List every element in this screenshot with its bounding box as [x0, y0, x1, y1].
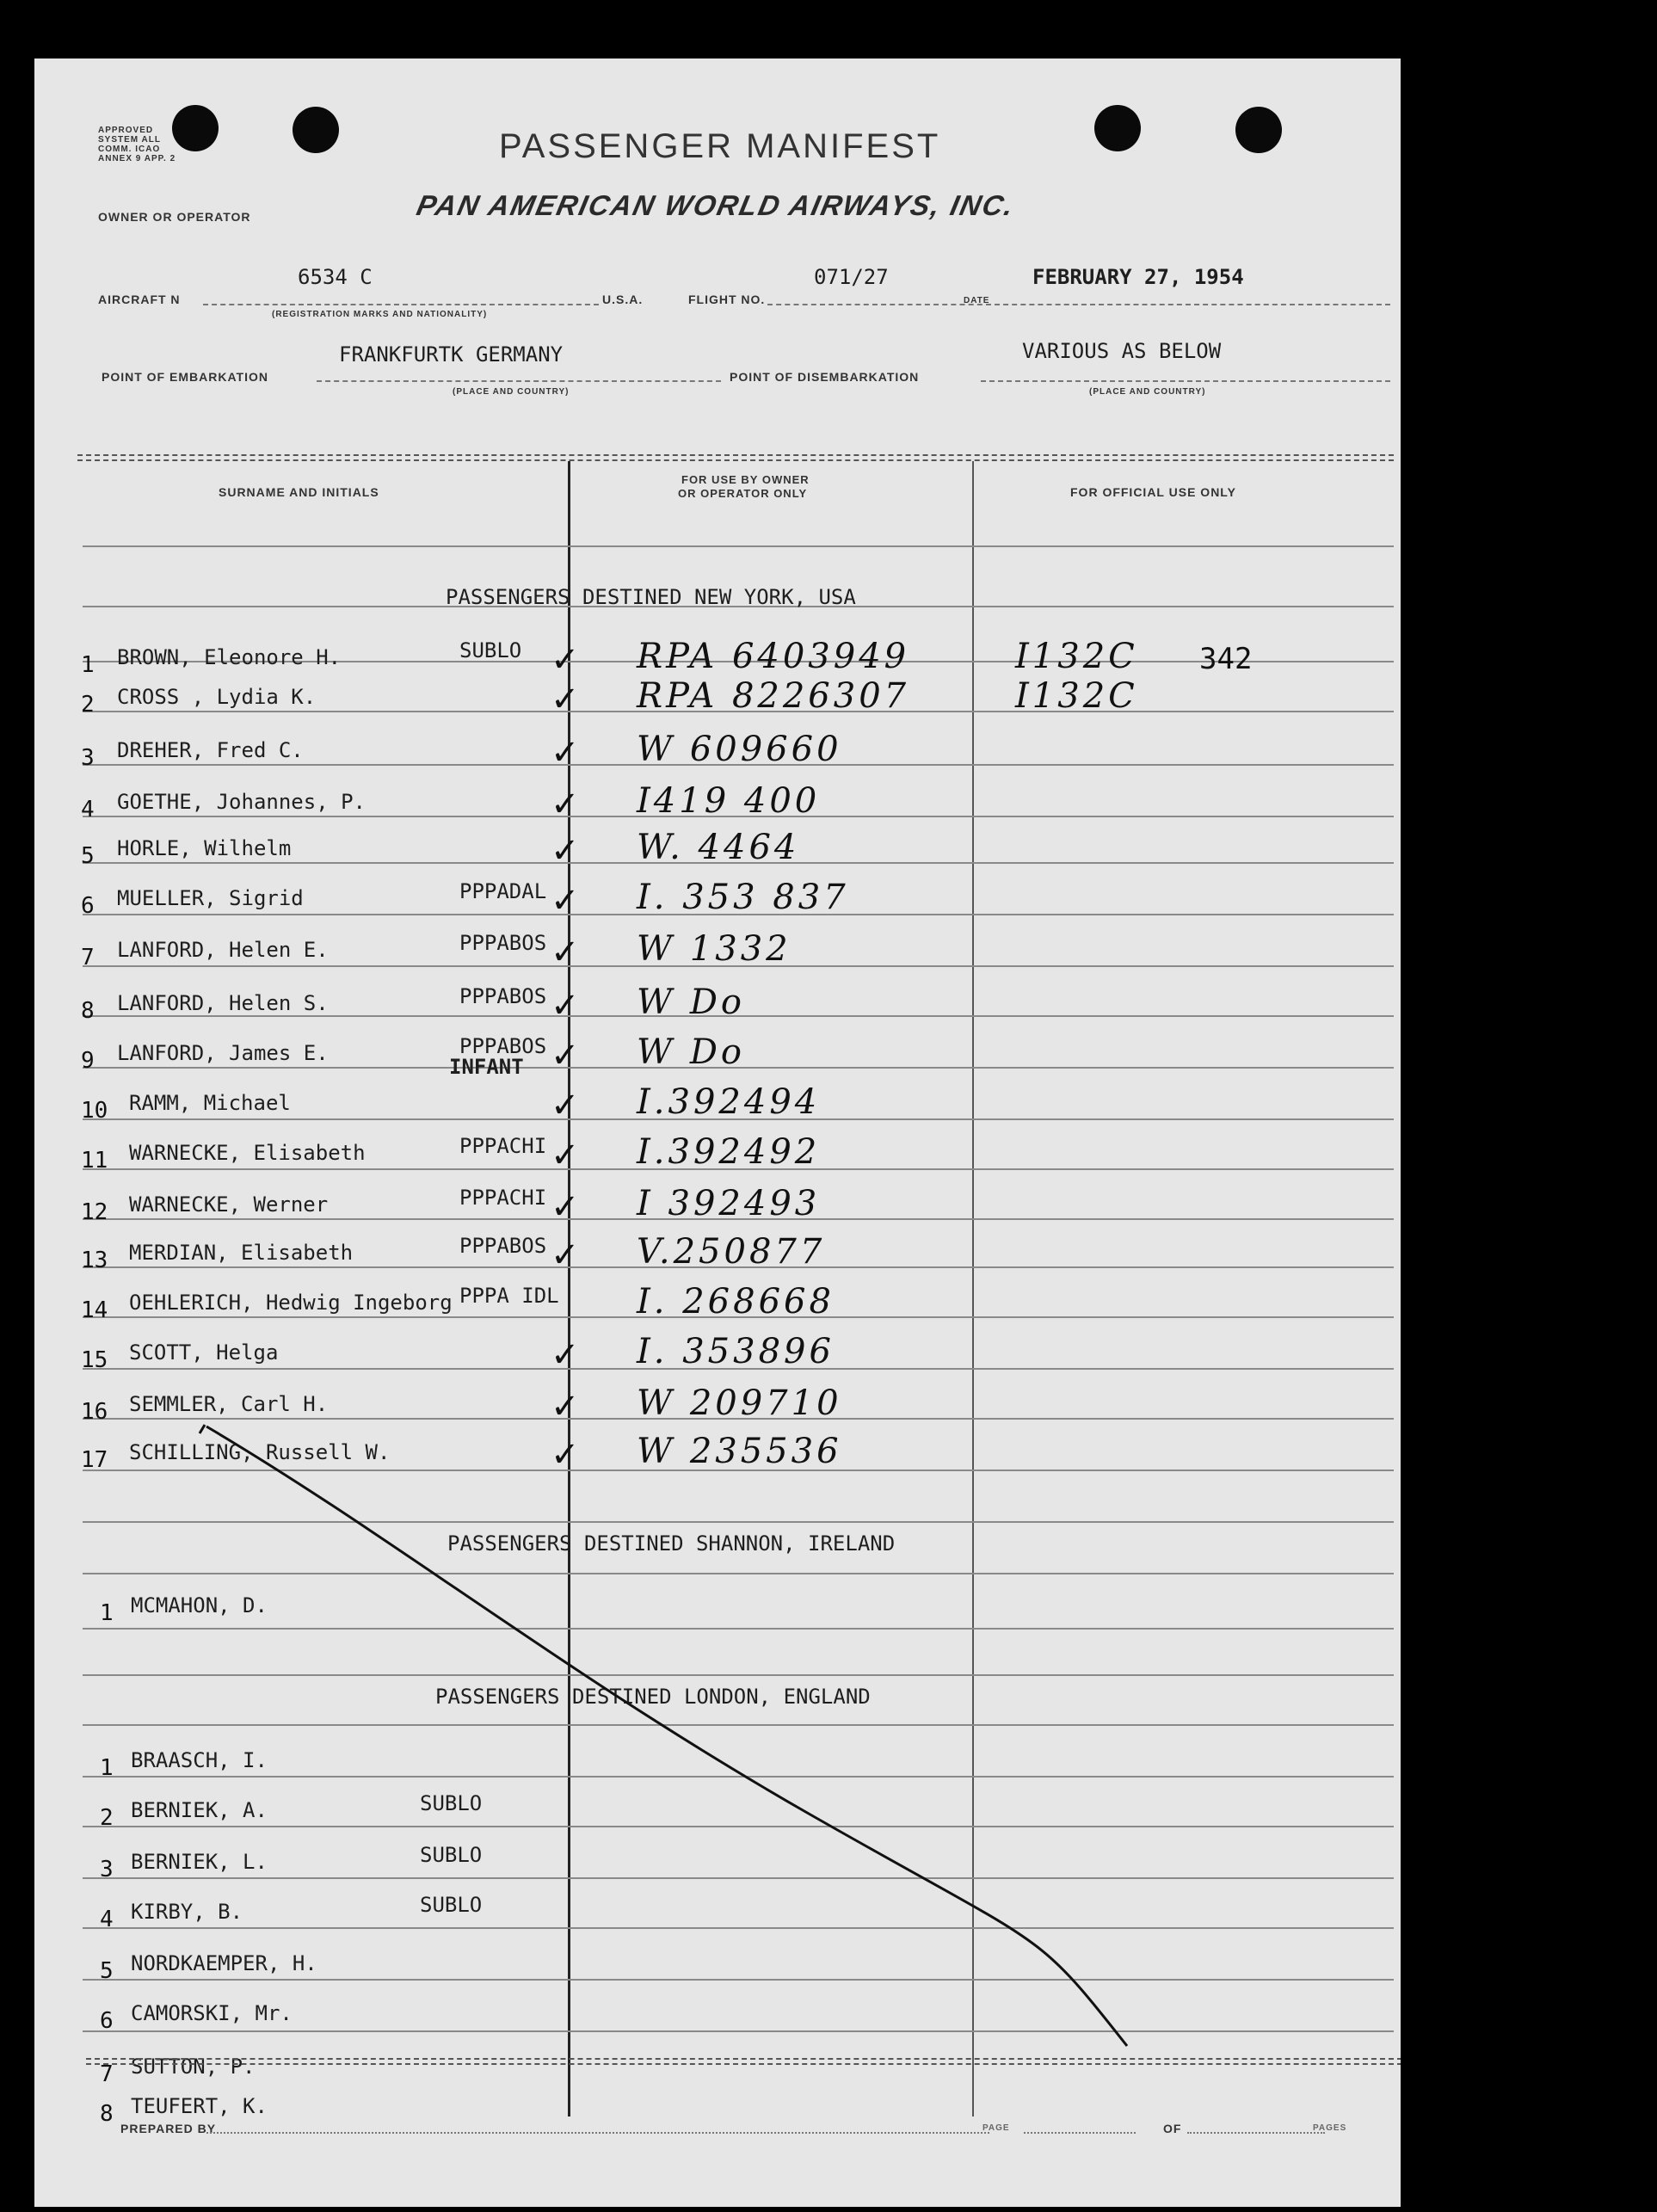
row-number: 17: [81, 1447, 108, 1473]
row-number: 5: [81, 843, 95, 869]
check-mark-icon: ✓: [551, 1086, 583, 1125]
passenger-name: BROWN, Eleonore H.: [117, 645, 342, 669]
check-mark-icon: ✓: [551, 785, 583, 824]
check-mark-icon: ✓: [551, 1435, 583, 1475]
row-number: 3: [81, 745, 95, 771]
row-number: 2: [81, 692, 95, 718]
document-number: V.250877: [637, 1232, 826, 1272]
row-number: 9: [81, 1048, 95, 1074]
row-number: 15: [81, 1347, 108, 1373]
passenger-name: GOETHE, Johannes, P.: [117, 790, 366, 814]
document-number: W. 4464: [637, 828, 800, 867]
official-code: I132C: [1015, 676, 1138, 716]
status-code: PPPABOS: [459, 1234, 547, 1258]
status-code: PPPABOS: [459, 1034, 547, 1058]
status-code: PPPACHI: [459, 1134, 547, 1158]
row-number: 13: [81, 1248, 108, 1273]
document-number: W 609660: [637, 730, 842, 769]
of-label: OF: [1163, 2122, 1182, 2135]
col-surname-header: SURNAME AND INITIALS: [219, 485, 379, 499]
check-mark-icon: ✓: [551, 1235, 583, 1275]
status-code: PPPA IDL: [459, 1284, 559, 1308]
passenger-name: CROSS , Lydia K.: [117, 685, 317, 709]
row-number: 11: [81, 1148, 108, 1174]
status-code: PPPADAL: [459, 879, 547, 903]
embark-caption: (PLACE AND COUNTRY): [453, 387, 570, 397]
row-number: 5: [100, 1958, 114, 1984]
passenger-name: RAMM, Michael: [129, 1091, 291, 1115]
check-mark-icon: ✓: [551, 640, 583, 680]
document-number: W 209710: [637, 1383, 842, 1423]
section-heading: PASSENGERS DESTINED NEW YORK, USA: [446, 585, 856, 609]
status-code: SUBLO: [420, 1893, 483, 1917]
row-number: 8: [100, 2101, 114, 2127]
row-number: 16: [81, 1399, 108, 1425]
check-mark-icon: ✓: [551, 831, 583, 871]
row-number: 12: [81, 1199, 108, 1225]
manifest-page: [34, 59, 1401, 2207]
row-number: 7: [100, 2061, 114, 2087]
disembark-value: VARIOUS AS BELOW: [1022, 339, 1222, 363]
passenger-name: NORDKAEMPER, H.: [131, 1951, 317, 1975]
row-number: 1: [100, 1755, 114, 1781]
passenger-name: LANFORD, James E.: [117, 1041, 329, 1065]
passenger-name: WARNECKE, Elisabeth: [129, 1141, 366, 1165]
col-owner-header-1: FOR USE BY OWNER: [681, 473, 810, 486]
document-number: I. 353 837: [637, 878, 849, 917]
document-number: RPA 8226307: [637, 676, 910, 716]
flight-label: FLIGHT NO.: [688, 293, 766, 306]
status-code: PPPACHI: [459, 1186, 547, 1210]
check-mark-icon: ✓: [551, 986, 583, 1026]
row-number: 1: [100, 1600, 114, 1626]
cross-out-stroke: [34, 59, 1401, 2207]
document-number: W Do: [637, 1032, 745, 1072]
check-mark-icon: ✓: [551, 1187, 583, 1227]
passenger-name: CAMORSKI, Mr.: [131, 2001, 293, 2025]
check-mark-icon: ✓: [551, 881, 583, 921]
check-mark-icon: ✓: [551, 733, 583, 773]
col-official-header: FOR OFFICIAL USE ONLY: [1070, 485, 1236, 499]
passenger-name: OEHLERICH, Hedwig Ingeborg: [129, 1291, 453, 1315]
row-number: 6: [81, 893, 95, 919]
disembark-label: POINT OF DISEMBARKATION: [730, 370, 920, 384]
passenger-name: HORLE, Wilhelm: [117, 836, 292, 860]
passenger-name: MCMAHON, D.: [131, 1593, 268, 1617]
margin-note: 342: [1199, 642, 1253, 676]
passenger-name: TEUFERT, K.: [131, 2094, 268, 2118]
section-heading: PASSENGERS DESTINED SHANNON, IRELAND: [447, 1531, 896, 1556]
registration-caption: (REGISTRATION MARKS AND NATIONALITY): [272, 310, 488, 319]
document-number: W Do: [637, 983, 745, 1022]
passenger-name: LANFORD, Helen S.: [117, 991, 329, 1015]
check-mark-icon: ✓: [551, 1136, 583, 1175]
page-title: PASSENGER MANIFEST: [499, 127, 941, 165]
row-number: 2: [100, 1805, 114, 1831]
passenger-name: BRAASCH, I.: [131, 1748, 268, 1772]
check-mark-icon: ✓: [551, 1335, 583, 1375]
airline-name: PAN AMERICAN WORLD AIRWAYS, INC.: [414, 189, 1019, 221]
row-number: 3: [100, 1857, 114, 1882]
row-number: 14: [81, 1297, 108, 1323]
passenger-name: BERNIEK, A.: [131, 1798, 268, 1822]
document-number: I.392492: [637, 1132, 821, 1172]
check-mark-icon: ✓: [551, 1036, 583, 1075]
check-mark-icon: ✓: [551, 933, 583, 972]
status-code: PPPABOS: [459, 931, 547, 955]
status-code: SUBLO: [420, 1843, 483, 1867]
row-number: 6: [100, 2008, 114, 2034]
owner-label: OWNER OR OPERATOR: [98, 210, 251, 224]
embark-label: POINT OF EMBARKATION: [102, 370, 268, 384]
row-number: 7: [81, 945, 95, 970]
document-number: W 1332: [637, 929, 792, 969]
status-code: SUBLO: [459, 638, 522, 662]
passenger-name: LANFORD, Helen E.: [117, 938, 329, 962]
section-heading: PASSENGERS DESTINED LONDON, ENGLAND: [435, 1685, 871, 1709]
row-number: 4: [100, 1907, 114, 1932]
row-number: 10: [81, 1098, 108, 1124]
aircraft-label: AIRCRAFT N: [98, 293, 181, 306]
embark-value: FRANKFURTK GERMANY: [339, 342, 564, 367]
date-value: FEBRUARY 27, 1954: [1032, 265, 1244, 289]
row-number: 1: [81, 652, 95, 678]
passenger-name: MERDIAN, Elisabeth: [129, 1241, 354, 1265]
passenger-name: DREHER, Fred C.: [117, 738, 304, 762]
passenger-name: SCOTT, Helga: [129, 1340, 279, 1365]
date-label: DATE: [964, 296, 990, 305]
passenger-name: MUELLER, Sigrid: [117, 886, 304, 910]
passenger-name: SUTTON, P.: [131, 2055, 256, 2079]
document-number: I. 268668: [637, 1282, 835, 1322]
document-number: I.392494: [637, 1082, 821, 1122]
passenger-name: BERNIEK, L.: [131, 1850, 268, 1874]
pages-label: PAGES: [1313, 2123, 1347, 2133]
approval-stamp: APPROVED SYSTEM ALL COMM. ICAO ANNEX 9 APP. 2: [98, 126, 176, 163]
usa-label: U.S.A.: [602, 293, 644, 306]
flight-value: 071/27: [814, 265, 889, 289]
aircraft-value: 6534 C: [298, 265, 373, 289]
check-mark-icon: ✓: [551, 1387, 583, 1426]
document-number: RPA 6403949: [637, 637, 910, 676]
disembark-caption: (PLACE AND COUNTRY): [1089, 387, 1206, 397]
check-mark-icon: ✓: [551, 680, 583, 719]
status-code: PPPABOS: [459, 984, 547, 1008]
passenger-name: WARNECKE, Werner: [129, 1192, 329, 1217]
passenger-name: KIRBY, B.: [131, 1900, 243, 1924]
passenger-name: SCHILLING, Russell W.: [129, 1440, 391, 1464]
document-number: I419 400: [637, 781, 821, 821]
document-number: I 392493: [637, 1184, 821, 1223]
col-owner-header-2: OR OPERATOR ONLY: [678, 487, 808, 500]
row-number: 8: [81, 998, 95, 1024]
page-label: PAGE: [982, 2123, 1010, 2133]
status-code: SUBLO: [420, 1791, 483, 1815]
passenger-name: SEMMLER, Carl H.: [129, 1392, 329, 1416]
document-number: W 235536: [637, 1432, 842, 1471]
row-number: 4: [81, 797, 95, 823]
prepared-by-label: PREPARED BY: [120, 2122, 217, 2135]
status-code-2: INFANT: [449, 1055, 524, 1079]
document-number: I. 353896: [637, 1332, 835, 1371]
official-code: I132C: [1015, 637, 1138, 676]
